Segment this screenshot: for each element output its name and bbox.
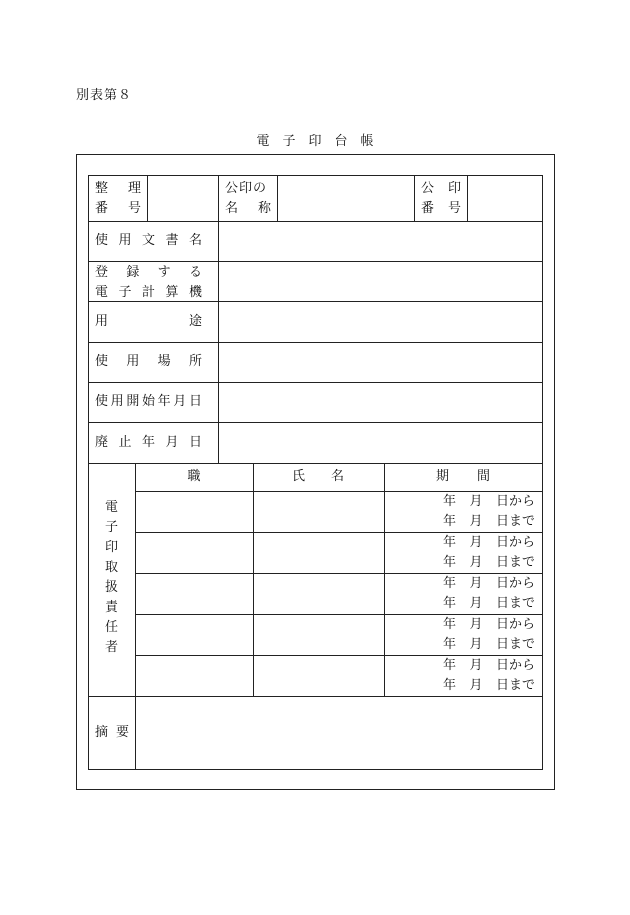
label-char: 印: [447, 181, 461, 196]
month-char: 月: [469, 576, 483, 591]
name-header: [292, 467, 344, 487]
label-char: 名: [188, 233, 202, 248]
label-char: 番: [421, 201, 435, 216]
title-char: 電: [256, 134, 270, 149]
label-char: 者: [104, 640, 118, 655]
col-divider: [147, 175, 148, 221]
day-from-text: 日から: [495, 494, 535, 509]
date-to: [443, 676, 535, 696]
label-char: 号: [127, 201, 141, 216]
month-char: 月: [469, 617, 483, 632]
label-char: 氏: [292, 469, 306, 484]
koin-name-label-line2: [225, 199, 271, 219]
year-char: 年: [443, 494, 457, 509]
row-divider: [88, 342, 543, 343]
label-char: 整: [95, 181, 109, 196]
label-char: 用: [126, 354, 140, 369]
date-to: [443, 635, 535, 655]
label-char: 月: [165, 435, 179, 450]
label-char: 途: [188, 314, 202, 329]
label-char: 場: [157, 354, 171, 369]
label-char: 任: [104, 620, 118, 635]
purpose-label: [95, 312, 202, 332]
label-char: る: [188, 265, 202, 280]
label-char: 使: [95, 394, 109, 409]
label-char: 機: [188, 285, 202, 300]
row-divider: [88, 696, 543, 697]
label-char: 公: [421, 181, 435, 196]
label-char: 取: [104, 560, 118, 575]
title-char: 印: [308, 134, 322, 149]
period-header: [436, 467, 490, 487]
col-divider: [135, 463, 136, 770]
label-char: 日: [188, 394, 202, 409]
label-char: 要: [115, 725, 129, 740]
date-to: [443, 512, 535, 532]
seiri-label-line1: [95, 179, 141, 199]
label-char: 所: [188, 354, 202, 369]
period-entry: [443, 656, 535, 696]
label-char: 子: [104, 520, 118, 535]
col-divider: [414, 175, 415, 221]
row-divider: [88, 422, 543, 423]
date-from: [443, 492, 535, 512]
registered-label-line1: [95, 263, 202, 283]
label-char: 理: [127, 181, 141, 196]
koin-no-label-line2: [421, 199, 461, 219]
label-char: 用: [95, 314, 109, 329]
year-char: 年: [443, 514, 457, 529]
year-char: 年: [443, 658, 457, 673]
appendix-label: 別表第８: [76, 88, 133, 103]
label-char: 摘: [95, 725, 109, 740]
year-char: 年: [443, 535, 457, 550]
label-char: 間: [476, 469, 490, 484]
date-from: [443, 615, 535, 635]
title-char: 帳: [360, 134, 374, 149]
period-entry: [443, 574, 535, 614]
month-char: 月: [469, 535, 483, 550]
year-char: 年: [443, 555, 457, 570]
month-char: 月: [469, 637, 483, 652]
day-from-text: 日から: [495, 535, 535, 550]
label-char: 名: [225, 201, 239, 216]
start-date-label: [95, 392, 202, 412]
day-to-text: 日まで: [495, 596, 535, 611]
day-to-text: 日まで: [495, 637, 535, 652]
year-char: 年: [443, 637, 457, 652]
label-char: 用: [110, 394, 124, 409]
label-char: 登: [95, 265, 109, 280]
day-from-text: 日から: [495, 617, 535, 632]
position-header: 職: [187, 469, 201, 484]
year-char: 年: [443, 596, 457, 611]
label-char: 廃: [95, 435, 109, 450]
label-char: 用: [118, 233, 132, 248]
month-char: 月: [469, 514, 483, 529]
col-divider: [253, 463, 254, 696]
title-char: 台: [334, 134, 348, 149]
row-divider: [88, 382, 543, 383]
label-char: 番: [95, 201, 109, 216]
label-char: 称: [257, 201, 271, 216]
year-char: 年: [443, 576, 457, 591]
year-char: 年: [443, 617, 457, 632]
title-char: 子: [282, 134, 296, 149]
date-from: [443, 574, 535, 594]
month-char: 月: [469, 658, 483, 673]
label-char: 期: [436, 469, 450, 484]
label-char: 年: [157, 394, 171, 409]
label-char: 使: [95, 233, 109, 248]
label-char: 開: [126, 394, 140, 409]
label-char: 扱: [104, 580, 118, 595]
responsible-label: [88, 498, 135, 658]
month-char: 月: [469, 678, 483, 693]
day-to-text: 日まで: [495, 555, 535, 570]
col-divider: [218, 175, 219, 463]
summary-label: [95, 723, 129, 743]
label-char: 号: [447, 201, 461, 216]
period-entry: [443, 615, 535, 655]
label-char: 算: [165, 285, 179, 300]
place-label: [95, 352, 202, 372]
label-char: 文: [141, 233, 155, 248]
label-char: す: [157, 265, 171, 280]
label-char: 止: [118, 435, 132, 450]
document-name-label: [95, 231, 202, 251]
label-char: 録: [126, 265, 140, 280]
document-title: [0, 130, 630, 149]
row-divider: [88, 221, 543, 222]
label-char: 電: [95, 285, 109, 300]
row-divider: [88, 463, 543, 464]
label-char: 子: [118, 285, 132, 300]
label-char: 名: [330, 469, 344, 484]
date-to: [443, 594, 535, 614]
label-char: 年: [141, 435, 155, 450]
date-to: [443, 553, 535, 573]
label-char: 書: [165, 233, 179, 248]
koin-name-label-line1: 公印の: [225, 181, 268, 196]
koin-no-label-line1: [421, 179, 461, 199]
label-char: 日: [188, 435, 202, 450]
label-char: 使: [95, 354, 109, 369]
registered-label-line2: [95, 283, 202, 303]
day-from-text: 日から: [495, 658, 535, 673]
date-from: [443, 656, 535, 676]
label-char: 計: [141, 285, 155, 300]
label-char: 電: [104, 500, 118, 515]
col-divider: [467, 175, 468, 221]
period-entry: [443, 492, 535, 532]
seiri-label-line2: [95, 199, 141, 219]
label-char: 責: [104, 600, 118, 615]
abolish-date-label: [95, 433, 202, 453]
period-entry: [443, 533, 535, 573]
month-char: 月: [469, 596, 483, 611]
col-divider: [277, 175, 278, 221]
year-char: 年: [443, 678, 457, 693]
day-to-text: 日まで: [495, 514, 535, 529]
label-char: 印: [104, 540, 118, 555]
label-char: 月: [173, 394, 187, 409]
day-from-text: 日から: [495, 576, 535, 591]
row-divider: [88, 261, 543, 262]
day-to-text: 日まで: [495, 678, 535, 693]
label-char: 始: [141, 394, 155, 409]
month-char: 月: [469, 494, 483, 509]
month-char: 月: [469, 555, 483, 570]
date-from: [443, 533, 535, 553]
col-divider: [384, 463, 385, 696]
